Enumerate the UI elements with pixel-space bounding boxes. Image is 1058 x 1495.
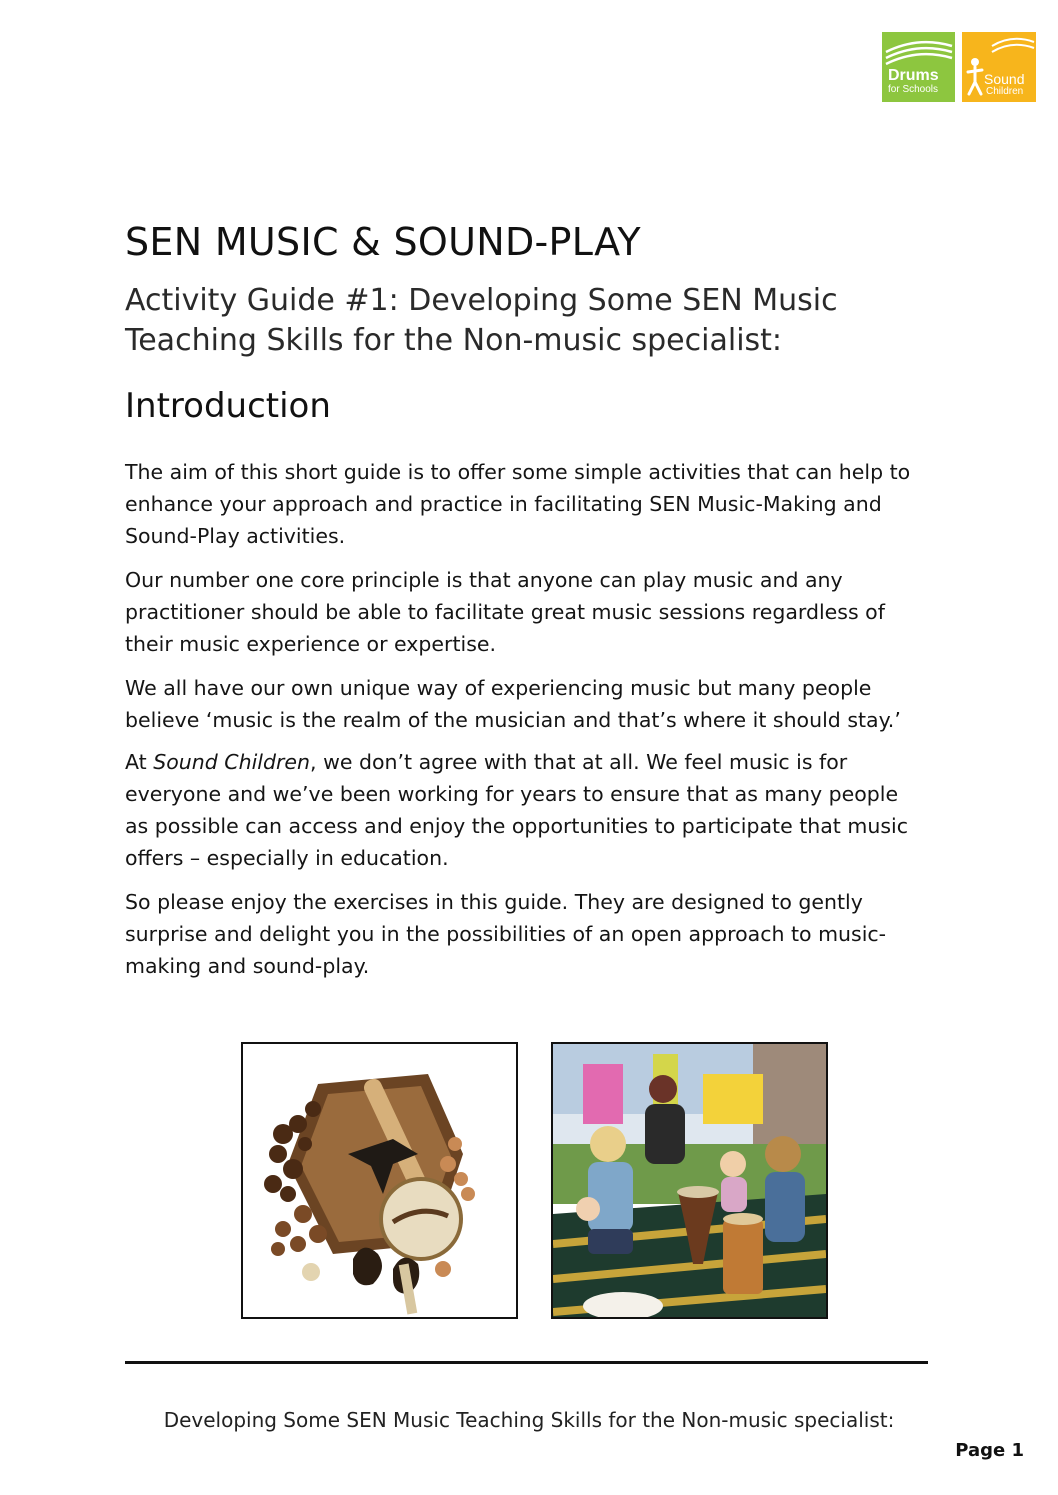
children-playing-photo (551, 1042, 828, 1319)
drums-logo-line2: for Schools (888, 84, 939, 95)
sound-children-logo (962, 32, 1036, 102)
sound-logo-line1: Sound (984, 71, 1025, 87)
intro-paragraph-3: We all have our own unique way of experiencing music but many people believe ‘music is the realm of the musician and that’s where it should stay.’ (125, 676, 901, 732)
drums-logo-line1: Drums (888, 67, 939, 84)
intro-paragraph-5: So please enjoy the exercises in this guide. They are designed to gently surprise and delight you in the possibilities of an open approach to music-making and sound-play. (125, 890, 887, 978)
p4-text-start: At (125, 750, 154, 774)
footer-title: Developing Some SEN Music Teaching Skills for the Non-music specialist: (163, 1408, 895, 1432)
introduction-heading: Introduction (125, 386, 331, 426)
percussion-instruments-image (243, 1044, 516, 1317)
page-number: Page 1 (955, 1440, 1024, 1461)
intro-paragraph-2: Our number one core principle is that anyone can play music and any practitioner should be able to facilitate great music sessions regardless of their music experience or expertise. (125, 568, 885, 656)
document-subtitle: Activity Guide #1: Developing Some SEN Music Teaching Skills for the Non-music specialist: (125, 283, 838, 358)
children-drumming-image (553, 1044, 826, 1317)
intro-paragraph-1: The aim of this short guide is to offer some simple activities that can help to enhance your approach and practice in facilitating SEN Music-Making and Sound-Play activities. (125, 460, 911, 548)
document-title: SEN MUSIC & SOUND-PLAY (125, 220, 641, 264)
p4-text-end: , we don’t agree with that at all. We feel music is for everyone and we’ve been working for years to ensure that as many people as possible can access and enjoy the opportunities to participate that music offers – especially in education. (125, 750, 908, 870)
sound-logo-line2: Children (986, 86, 1024, 97)
instruments-photo (241, 1042, 518, 1319)
drums-for-schools-logo (882, 32, 955, 102)
footer-divider (125, 1361, 928, 1364)
sound-children-name: Sound Children (153, 750, 311, 774)
intro-paragraph-4 (125, 746, 925, 874)
